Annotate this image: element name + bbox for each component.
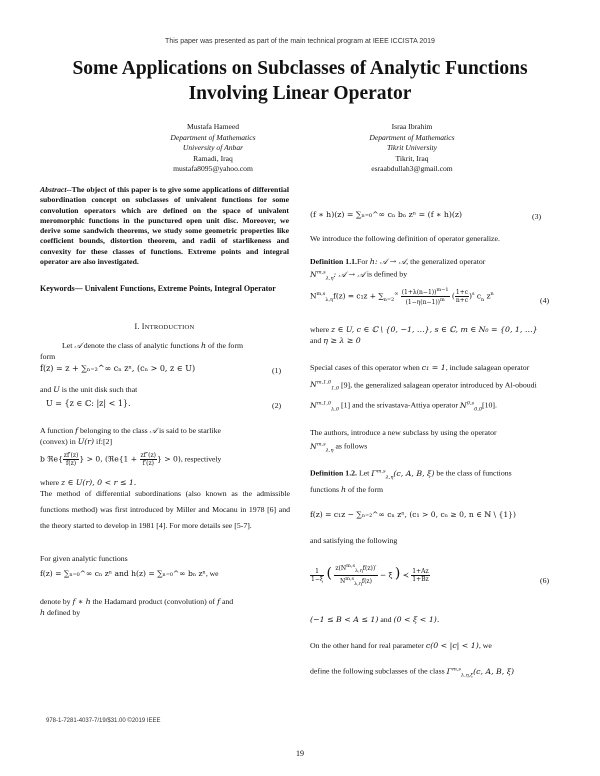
para-as-follows: N$^{m,s}_{\lambda,\eta}$ as follows	[310, 441, 368, 454]
eq-number-2: (2)	[272, 401, 282, 410]
definition-1-2: Definition 1.2. Let Γ$^{m,s}_{\lambda,\eta}$(c, A, B, ξ) be the class of functions	[310, 468, 512, 481]
para-convex: (convex) in U(r) if:[2]	[40, 437, 113, 446]
equation-2: U = {z ∈ ℂ: |z| < 1}.	[46, 399, 131, 408]
abstract-text: --The object of this paper is to give some applications of differential subordination concept on subclasses of univalent functions for some convolution operators which are defined on the space of univalent meromorphic functions in the punctured open unit disc. Moreover, we derive some sandwich theorems, we study some geometric properties like coefficient bounds, distortion theorem, and radii of starlikeness and convexity for these classes of functions. Extreme points and integral operator are also investigated.	[40, 185, 289, 267]
author-city: Tikrit, Iraq	[395, 153, 429, 163]
para-starlike: A function f belonging to the class 𝒜 is said to be starlike	[40, 426, 221, 435]
para-introduce: We introduce the following definition of operator generalize.	[310, 234, 500, 243]
author-dept: Department of Mathematics	[170, 132, 256, 142]
para-special-cases: Special cases of this operator when c₁ = 1, include salagean operator N$^{m,1,0}_{1,0}$ [9], the generalized salagean operator introduced by Al-oboudi N$^{m,1,0}_{\lambda,0}$ [1] and the srivastava-Attiya operator N$^{0,s}_{0,0}$[10].	[310, 363, 537, 413]
author-email[interactable]: esraabdullah3@gmail.com	[371, 164, 453, 174]
equation-5: f(z) = c₁z − ∑ₙ₌₂^∞ cₙ zⁿ, (c₁ > 0, cₙ ≥ 0, n ∈ ℕ \ {1})	[310, 510, 516, 519]
para-other-hand: On the other hand for real parameter c(0 < |c| < 1), we	[310, 641, 492, 650]
para-unit-disk: and U is the unit disk such that	[40, 385, 138, 394]
abstract-label: Abstract	[40, 185, 67, 194]
keywords: Keywords— Univalent Functions, Extreme Points, Integral Operator	[40, 284, 276, 293]
para-class-def: Let 𝒜 denote the class of analytic functions h of the form	[62, 341, 244, 350]
starlike-condition: b ℜe{ $\frac{zf'(z)}{f(z)}$ } > 0, (ℜe{1 + $\frac{zf''(z)}{f'(z)}$ } > 0), respectively	[40, 452, 222, 467]
author-univ: Tikrit University	[387, 143, 437, 153]
page-number: 19	[296, 749, 304, 758]
eq-number-4: (4)	[540, 296, 550, 305]
eq-number-1: (1)	[272, 366, 282, 375]
para-given: For given analytic functions	[40, 554, 128, 563]
para-conditions: (−1 ≤ B < A ≤ 1) and (0 < ξ < 1).	[310, 615, 440, 624]
author-name: Israa Ibrahim	[391, 122, 433, 131]
para-define-subclasses: define the following subclasses of the class Γ$^{m,s}_{\lambda,\eta,\xi}$(c, A, B, ξ)	[310, 666, 515, 679]
isbn-footer: 978-1-7281-4037-7/19/$31.00 ©2019 IEEE	[46, 718, 161, 724]
eq-number-6: (6)	[540, 576, 550, 585]
para-authors-introduce: The authors, introduce a new subclass by using the operator	[310, 428, 497, 437]
equation-1: f(z) = z + ∑ₙ₌₂^∞ cₙ zⁿ, (cₙ > 0, z ∈ U)	[40, 364, 196, 373]
author-name: Mustafa Hameed	[186, 122, 240, 131]
eq-number-3: (3)	[532, 212, 542, 221]
author-email[interactable]: mustafa8095@yahoo.com	[173, 164, 253, 174]
para-method: The method of differential subordinations (also known as the admissible functions method) was first introduced by Miller and Mocanu in 1978 [6] and the theory started to develop in 1981 [4]. For more details see [5-7].	[40, 489, 290, 531]
author-1	[128, 122, 298, 175]
definition-1-1-op: N$^{m,s}_{\lambda,\eta}$: 𝒜 → 𝒜 is defined by	[310, 269, 408, 282]
equation-6: $\frac{1}{1-\xi}$ ( $\frac{z(N^{m,s}_{\lambda,\eta}f(z))'}{N^{m,s}_{\lambda,\eta}f(z)}$ − ξ ) ≺ $\frac{1+Az}{1+Bz}$	[311, 563, 429, 588]
section-heading: I. INTRODUCTION	[134, 322, 195, 331]
author-univ: University of Anbar	[182, 143, 244, 153]
equation-3: (f ∗ h)(z) = ∑ₙ₌₀^∞ cₙ bₙ zⁿ = (f ∗ h)(z)	[310, 210, 463, 219]
definition-1-2-form: functions h of the form	[310, 485, 384, 494]
paper-title: Some Applications on Subclasses of Analytic Functions Involving Linear Operator	[72, 58, 528, 104]
author-2	[327, 122, 497, 175]
para-defined: h defined by	[40, 608, 81, 617]
definition-1-1: Definition 1.1.For h: 𝒜 → 𝒜, the generalized operator	[310, 257, 486, 266]
para-hadamard: denote by f ∗ h the Hadamard product (convolution) of f and	[40, 597, 234, 606]
abstract	[40, 185, 289, 267]
para-where-eta: and η ≥ λ ≥ 0	[310, 336, 361, 345]
para-form: form	[40, 352, 56, 361]
para-satisfying: and satisfying the following	[310, 536, 398, 545]
equation-4: $N^{m,s}_{\lambda,\eta}f(z) = c_1z + \sum_{n=2}^\infty$ $\frac{(1+\lambda(n-1))^{m-1}}{(1-\eta(n-1))^m}$ ( $\frac{1+c}{n+c}$ )$^s$ $c_n$ $z^n$	[310, 287, 494, 306]
conference-notice: This paper was presented as part of the main technical program at IEEE ICCISTA 2019	[165, 38, 435, 45]
equation-fh: f(z) = ∑ₙ₌₀^∞ cₙ zⁿ and h(z) = ∑ₙ₌₀^∞ bₙ zⁿ, we	[40, 569, 219, 578]
para-where-params: where z ∈ U, c ∈ ℂ \ {0, −1, …}, s ∈ ℂ, m ∈ N₀ = {0, 1, …}	[310, 325, 538, 334]
author-dept: Department of Mathematics	[369, 132, 455, 142]
author-city: Ramadi, Iraq	[193, 153, 233, 163]
para-where: where z ∈ U(r), 0 < r ≤ 1.	[40, 478, 137, 487]
